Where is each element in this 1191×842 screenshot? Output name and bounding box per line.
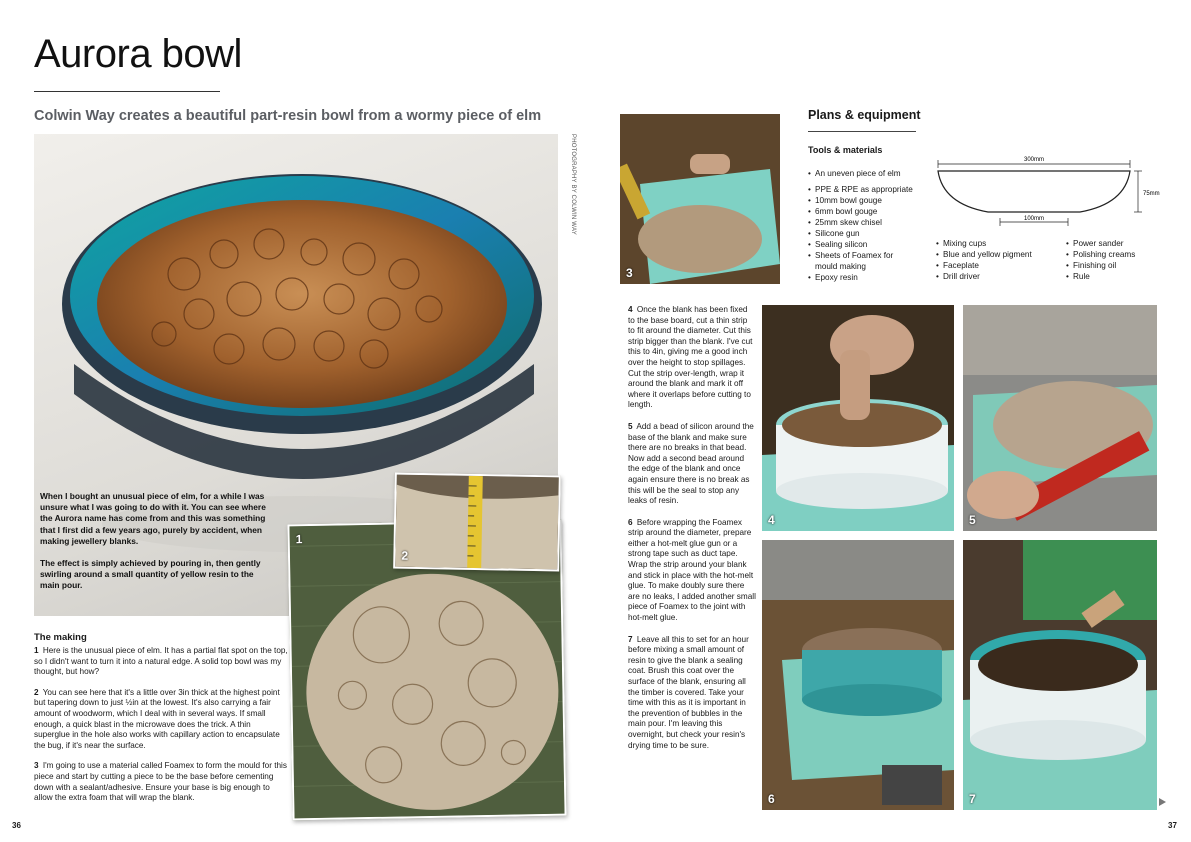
step-6: 6 Before wrapping the Foamex strip around the diameter, prepare either a hot-melt glue gun or a strong tape such as duct tape. Wrap the strip around your blank and stick in place with the hot-melt glue. To make doubly sure there are no leaks, I added another small piece of Foamex to the joint with hot-melt glue. bbox=[628, 517, 756, 623]
list-item: • Finishing oil bbox=[1066, 260, 1176, 271]
step-7: 7 Leave all this to set for an hour before mixing a small amount of resin to give the blank a sealing coat. Brush this coat over the surface of the blank, ensuring all the timber is covered. Take your time with this as it is important in the prevention of bubbles in the main pour. I'm leaving this overnight, but check your resin's drying time to be sure. bbox=[628, 634, 749, 750]
photo-6-wrapped-strip bbox=[762, 540, 954, 810]
base-label: 100mm bbox=[1023, 216, 1045, 222]
photo-credit: PHOTOGRAPHY BY COLWIN WAY bbox=[570, 134, 576, 235]
foamex-strip-illustration bbox=[762, 305, 954, 531]
tools-heading: Tools & materials bbox=[808, 145, 883, 155]
list-item: • Rule bbox=[1066, 271, 1176, 282]
step-4: 4 Once the blank has been fixed to the base board, cut a thin strip to fit around the diameter. Cut this strip bigger than the blank. I've cut this to 4in, giving me a good inch over the height to stop spillages. Cut the strip over-length, wrap it around the blank and mark it off where it overlaps before cutting to length. bbox=[628, 305, 753, 410]
list-item: • Blue and yellow pigment bbox=[936, 249, 1060, 260]
tools-list-2 bbox=[936, 238, 1060, 282]
bowl-profile-diagram bbox=[930, 154, 1162, 230]
page-number-left: 36 bbox=[12, 821, 21, 830]
photo-7-sealing-coat bbox=[963, 540, 1157, 810]
photo-5-number: 5 bbox=[969, 513, 976, 527]
list-item: • Epoxy resin bbox=[808, 272, 930, 283]
page-number-right: 37 bbox=[1168, 821, 1177, 830]
plans-divider bbox=[808, 131, 916, 132]
list-item: • Sheets of Foamex for mould making bbox=[808, 250, 903, 272]
intro-text bbox=[40, 491, 270, 603]
photo-5-silicon-bead bbox=[963, 305, 1157, 531]
tape-measure-illustration bbox=[395, 475, 559, 570]
bowl-profile-outline bbox=[938, 171, 1130, 212]
step-1: 1 Here is the unusual piece of elm. It has a partial flat spot on the top, so I didn't want to turn it into a natural edge. A solid top bowl was my thought, but how? bbox=[34, 646, 288, 677]
list-item: • 10mm bowl gouge bbox=[808, 195, 930, 206]
standfirst: Colwin Way creates a beautiful part-resin bowl from a wormy piece of elm bbox=[34, 108, 542, 124]
photo-1-number: 1 bbox=[295, 532, 303, 547]
photo-3-base-board bbox=[620, 114, 780, 284]
list-item: • Mixing cups bbox=[936, 238, 1060, 249]
silicon-bead-illustration bbox=[963, 305, 1157, 531]
photo-2-number: 2 bbox=[401, 548, 409, 563]
plans-heading: Plans & equipment bbox=[808, 108, 921, 122]
photo-4-number: 4 bbox=[768, 513, 775, 527]
step-3: 3 I'm going to use a material called Foamex to form the mould for this piece and start by cutting a piece to be the base before cementing down with a sealant/adhesive. Ensure your base is big enough to allow the extra foam that will wrap the blank. bbox=[34, 761, 287, 803]
step-2: 2 You can see here that it's a little over 3in thick at the highest point but tapering down to just ½in at the lowest. It's also carrying a fair amount of woodworm, which I deal with in several ways. If small enough, a quick blast in the microwave does the trick. A thin superglue in the hole also works with capillary action to encapsulate the bug, if it's near the surface. bbox=[34, 687, 280, 750]
continue-arrow-icon bbox=[1159, 798, 1166, 806]
base-board-illustration bbox=[620, 114, 780, 284]
making-heading: The making bbox=[34, 632, 87, 643]
making-steps-left bbox=[34, 646, 288, 814]
making-steps-right bbox=[628, 305, 756, 762]
height-label: 75mm bbox=[1143, 191, 1160, 197]
width-label: 300mm bbox=[1023, 157, 1045, 163]
photo-4-foamex-strip bbox=[762, 305, 954, 531]
list-item: • Drill driver bbox=[936, 271, 1060, 282]
list-item: • An uneven piece of elm bbox=[808, 168, 930, 179]
list-item: • 25mm skew chisel bbox=[808, 217, 930, 228]
intro-paragraph: When I bought an unusual piece of elm, for a while I was unsure what I was going to do with it. You can see where the Aurora name has come from and this was something that I first did a few years ago, purely by accident, when making jewellery blanks. bbox=[40, 491, 266, 546]
list-item: • Faceplate bbox=[936, 260, 1060, 271]
tools-list-3 bbox=[1066, 238, 1176, 282]
list-item: • Power sander bbox=[1066, 238, 1176, 249]
photo-6-number: 6 bbox=[768, 792, 775, 806]
photo-3-number: 3 bbox=[626, 266, 633, 280]
title-divider bbox=[34, 91, 220, 92]
step-5: 5 Add a bead of silicon around the base of the blank and make sure there are no breaks in that bead. Now add a second bead around the edge of the blank and once again ensure there is no break as this will be the seal to stop any leaks of resin. bbox=[628, 421, 754, 506]
list-item: • Polishing creams bbox=[1066, 249, 1176, 260]
tools-list-1 bbox=[808, 168, 930, 283]
article-title: Aurora bowl bbox=[34, 32, 242, 76]
sealing-coat-illustration bbox=[963, 540, 1157, 810]
wrapped-strip-illustration bbox=[762, 540, 954, 810]
intro-paragraph: The effect is simply achieved by pouring in, then gently swirling around a small quantity of yellow resin to the main pour. bbox=[40, 558, 261, 591]
photo-2-thickness-measure bbox=[393, 473, 561, 572]
list-item: • Sealing silicon bbox=[808, 239, 930, 250]
list-item: • PPE & RPE as appropriate bbox=[808, 184, 930, 195]
list-item: • Silicone gun bbox=[808, 228, 930, 239]
list-item: • 6mm bowl gouge bbox=[808, 206, 930, 217]
photo-7-number: 7 bbox=[969, 792, 976, 806]
